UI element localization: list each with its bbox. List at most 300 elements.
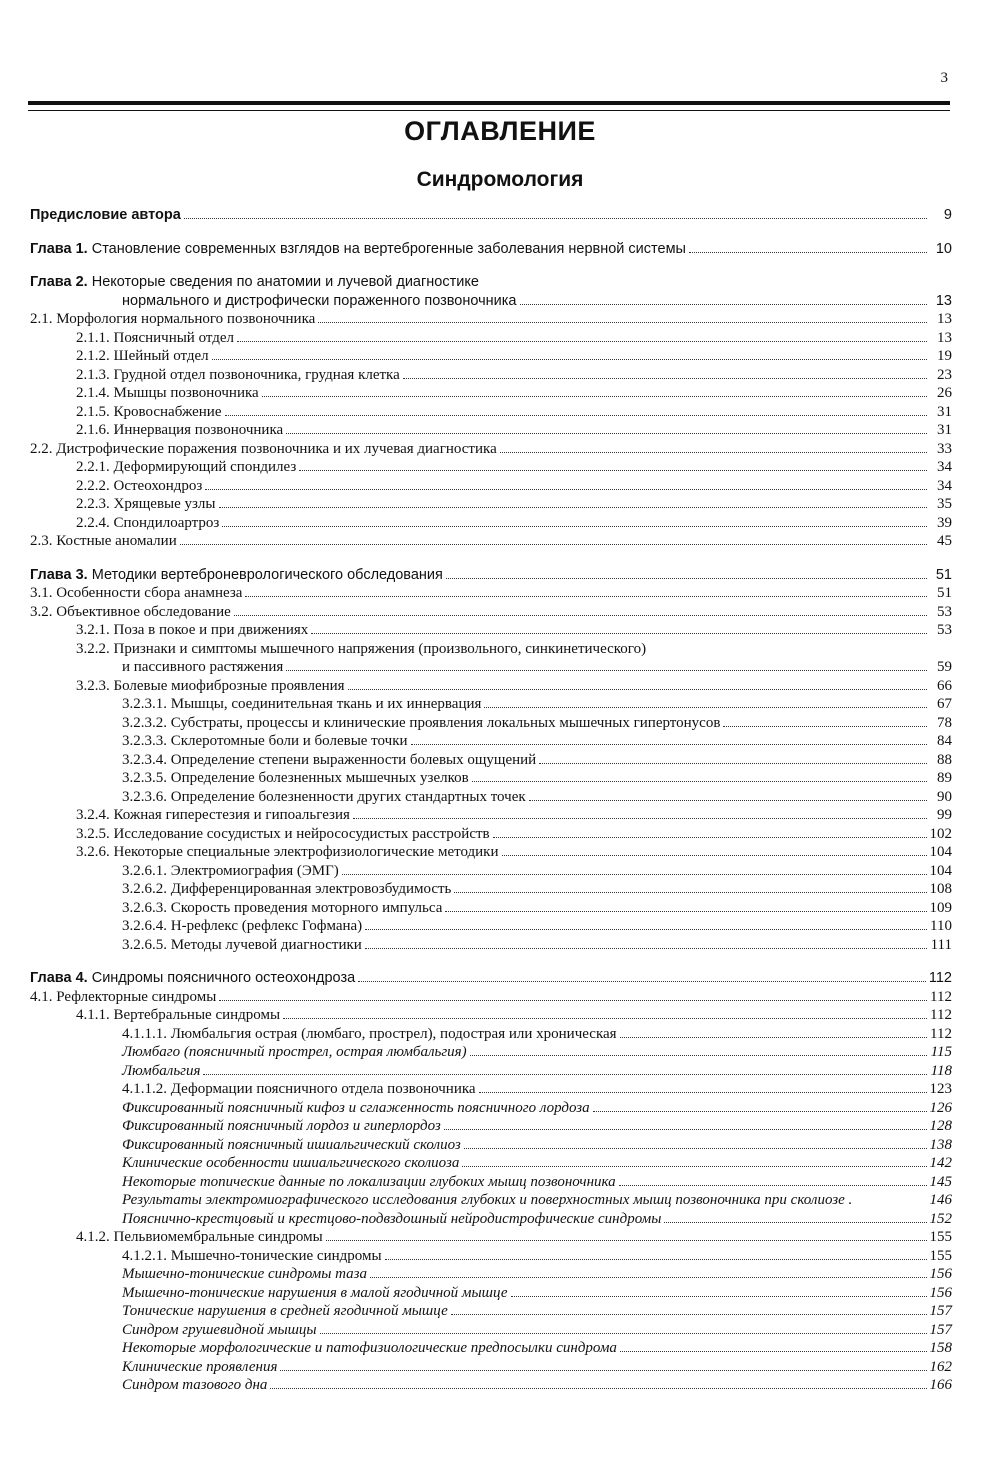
toc-entry-text: 4.1.1.1. Люмбальгия острая (люмбаго, прострел), подострая или хроническая <box>122 1025 617 1042</box>
toc-entry[interactable] <box>30 621 952 640</box>
toc-page-number: 112 <box>928 970 952 986</box>
toc-entry-title <box>76 347 209 366</box>
toc-leader-dots <box>203 1074 927 1075</box>
toc-entry-text: и пассивного растяжения <box>122 659 284 675</box>
toc-entry-title <box>76 806 350 825</box>
toc-entry-text: Синдром тазового дна <box>122 1377 268 1393</box>
toc-entry[interactable] <box>30 1136 952 1155</box>
toc-entry-title <box>30 988 216 1007</box>
toc-page-number: 53 <box>937 622 952 638</box>
toc-entry-text: 3.2.6.1. Электромиография (ЭМГ) <box>122 862 339 879</box>
toc-entry[interactable] <box>30 1339 952 1358</box>
toc-leader-dots <box>689 252 927 253</box>
toc-page-number: 138 <box>929 1136 952 1153</box>
toc-entry[interactable] <box>30 880 952 899</box>
toc-page-number: 51 <box>937 585 952 601</box>
toc-leader-dots <box>493 837 927 838</box>
toc-entry[interactable] <box>30 677 952 696</box>
page-title: ОГЛАВЛЕНИЕ <box>404 116 596 146</box>
toc-page-number: 142 <box>929 1155 952 1171</box>
toc-page-number: 145 <box>929 1173 952 1190</box>
toc-entry[interactable] <box>30 732 952 751</box>
toc-page-number: 10 <box>935 240 952 257</box>
toc-page-number: 166 <box>929 1377 952 1393</box>
toc-entry-title <box>122 1117 441 1136</box>
toc-page-number: 53 <box>937 603 952 620</box>
toc-leader-dots <box>511 1296 927 1297</box>
toc-entry[interactable] <box>30 1006 952 1025</box>
toc-entry-chapter-label: Глава 1. <box>30 240 88 257</box>
toc-entry-title <box>76 825 490 844</box>
toc-leader-dots <box>237 341 927 342</box>
toc-entry-text: Фиксированный поясничный ишиальгический сколиоз <box>122 1136 461 1153</box>
toc-page-number: 112 <box>930 1025 952 1042</box>
toc-spacer <box>30 551 952 566</box>
toc-page-number: 104 <box>929 862 952 879</box>
toc-entry-text: Некоторые морфологические и патофизиологические предпосылки синдрома <box>122 1340 617 1356</box>
toc-leader-dots <box>225 415 928 416</box>
toc-entry-text: нормального и дистрофически пораженного позвоночника <box>122 292 517 309</box>
toc-entry-title <box>76 477 202 496</box>
toc-entry[interactable] <box>30 1376 952 1395</box>
toc-entry[interactable] <box>30 1043 952 1062</box>
toc-entry[interactable] <box>30 969 952 988</box>
toc-leader-dots <box>454 892 926 893</box>
toc-entry[interactable] <box>30 769 952 788</box>
toc-leader-dots <box>299 470 927 471</box>
toc-entry-text: 4.1.2. Пельвиомембральные синдромы <box>76 1229 323 1245</box>
header-rule-thick <box>28 101 950 105</box>
toc-entry-title <box>30 273 479 292</box>
toc-leader-dots <box>370 1277 927 1278</box>
toc-entry-text: 3.2.6.2. Дифференцированная электровозбудимость <box>122 881 452 897</box>
toc-page-number: 99 <box>937 807 952 823</box>
toc-leader-dots <box>593 1111 927 1112</box>
toc-page-number: 146 <box>929 1192 952 1208</box>
toc-leader-dots <box>365 948 927 949</box>
toc-leader-dots <box>318 322 927 323</box>
toc-entry-text: Клинические проявления <box>122 1358 278 1375</box>
toc-page-number: 23 <box>937 366 952 383</box>
toc-entry-chapter-label: Предисловие автора <box>30 207 181 223</box>
toc-leader-dots <box>411 744 927 745</box>
toc-entry[interactable] <box>30 917 952 936</box>
toc-entry-title <box>122 1080 476 1099</box>
toc-entry-text: 3.2.5. Исследование сосудистых и нейрососудистых расстройств <box>76 825 490 842</box>
toc-entry-text: 3.2.3. Болевые миофиброзные проявления <box>76 677 345 694</box>
toc-leader-dots <box>286 670 927 671</box>
toc-page-number: 156 <box>929 1266 952 1282</box>
toc-page-number: 112 <box>930 988 952 1005</box>
toc-entry[interactable] <box>30 714 952 733</box>
toc-entry-text: Люмбаго (поясничный прострел, острая люмбальгия) <box>122 1044 467 1060</box>
toc-entry-text: 3.2.3.1. Мышцы, соединительная ткань и их иннервация <box>122 696 482 712</box>
toc-entry[interactable] <box>30 1191 952 1210</box>
toc-entry[interactable] <box>30 603 952 622</box>
toc-entry[interactable] <box>30 843 952 862</box>
toc-entry[interactable] <box>30 1265 952 1284</box>
toc-entry[interactable] <box>30 988 952 1007</box>
toc-leader-dots <box>445 911 926 912</box>
toc-entry-text: Некоторые сведения по анатомии и лучевой диагностике <box>87 274 479 290</box>
toc-entry-text: 2.1.4. Мышцы позвоночника <box>76 385 259 401</box>
toc-leader-dots <box>222 526 927 527</box>
toc-leader-dots <box>219 507 928 508</box>
toc-entry-text: 3.1. Особенности сбора анамнеза <box>30 585 243 601</box>
page-number: 3 <box>940 70 948 86</box>
toc-entry-text: Результаты электромиографического исследования глубоких и поверхностных мышц позвоночника при сколиозе . <box>122 1192 853 1208</box>
toc-page-number: 9 <box>943 207 952 223</box>
toc-entry[interactable] <box>30 384 952 403</box>
toc-page-number: 102 <box>929 825 952 842</box>
toc-entry-title <box>122 1358 277 1377</box>
toc-entry[interactable] <box>30 206 952 225</box>
toc-page-number: 59 <box>937 659 952 675</box>
toc-entry-title <box>122 1376 267 1395</box>
toc-leader-dots <box>500 452 927 453</box>
toc-entry-title <box>122 1302 448 1321</box>
toc-leader-dots <box>464 1148 927 1149</box>
toc-entry[interactable] <box>30 403 952 422</box>
toc-page-number: 118 <box>930 1062 952 1079</box>
toc-entry[interactable] <box>30 1321 952 1340</box>
toc-entry[interactable] <box>30 1173 952 1192</box>
toc-page-number: 110 <box>930 918 952 934</box>
toc-entry[interactable] <box>30 566 952 585</box>
toc-leader-dots <box>353 818 927 819</box>
toc-entry[interactable] <box>30 1117 952 1136</box>
toc-page-number: 35 <box>937 496 952 512</box>
toc-page-number: 45 <box>937 533 952 549</box>
toc-entry[interactable] <box>30 1247 952 1266</box>
toc-entry[interactable] <box>30 1080 952 1099</box>
toc-entry-text: 3.2.3.6. Определение болезненности других стандартных точек <box>122 788 526 805</box>
toc-entry-title <box>122 1173 616 1192</box>
toc-page-number: 89 <box>937 770 952 786</box>
toc-entry-title <box>30 566 443 585</box>
toc-entry-title <box>76 621 308 640</box>
toc-entry-text: 3.2.3.2. Субстраты, процессы и клинические проявления локальных мышечных гипертонусов <box>122 714 721 731</box>
toc-page-number: 115 <box>930 1044 952 1060</box>
toc-leader-dots <box>484 707 927 708</box>
toc-entry-text: 4.1.1.2. Деформации поясничного отдела позвоночника <box>122 1081 476 1097</box>
toc-entry-title <box>76 329 234 348</box>
toc-entry[interactable] <box>30 899 952 918</box>
toc-entry[interactable] <box>30 1154 952 1173</box>
toc-entry[interactable] <box>30 240 952 259</box>
toc-page-number: 51 <box>935 566 952 583</box>
toc-entry[interactable] <box>30 366 952 385</box>
toc-entry-title <box>76 421 283 440</box>
toc-page-number: 13 <box>937 311 952 327</box>
toc-page-number: 162 <box>929 1358 952 1375</box>
toc-entry[interactable] <box>30 862 952 881</box>
toc-entry-title <box>122 1265 367 1284</box>
toc-entry-title <box>122 658 283 677</box>
toc-leader-dots <box>184 218 927 219</box>
toc-entry-text: Тонические нарушения в средней ягодичной мышце <box>122 1303 448 1319</box>
toc-entry-text: 4.1.2.1. Мышечно-тонические синдромы <box>122 1247 382 1264</box>
toc-page-number: 67 <box>937 696 952 712</box>
toc-leader-dots <box>283 1018 927 1019</box>
toc-spacer <box>30 225 952 240</box>
toc-entry-title <box>76 1006 280 1025</box>
toc-entry-text: Методики вертеброневрологического обследования <box>87 566 443 583</box>
toc-page-number: 104 <box>929 844 952 860</box>
toc-page-number: 13 <box>937 329 952 346</box>
toc-entry-text: 3.2. Объективное обследование <box>30 603 231 620</box>
toc-page-number: 152 <box>929 1210 952 1227</box>
toc-leader-dots <box>358 981 926 982</box>
toc-entry-text: 3.2.4. Кожная гиперестезия и гипоальгезия <box>76 807 350 823</box>
toc-entry[interactable] <box>30 695 952 714</box>
toc-page-number: 157 <box>929 1321 952 1338</box>
toc-entry-text: 4.1. Рефлекторные синдромы <box>30 988 217 1005</box>
toc-entry-text: Становление современных взглядов на вертеброгенные заболевания нервной системы <box>87 240 686 257</box>
toc-entry[interactable] <box>30 514 952 533</box>
toc-page-number: 158 <box>929 1340 952 1356</box>
toc-entry-title <box>122 1210 661 1229</box>
toc-entry-text: 2.2.4. Спондилоартроз <box>76 514 220 531</box>
toc-entry-text: 2.2. Дистрофические поражения позвоночника и их лучевая диагностика <box>30 440 497 457</box>
toc-leader-dots <box>219 1000 927 1001</box>
toc-entry-chapter-label: Глава 4. <box>30 970 88 986</box>
toc-entry-title <box>122 788 526 807</box>
toc-entry[interactable] <box>30 1284 952 1303</box>
toc-leader-dots <box>180 544 927 545</box>
toc-page-number: 13 <box>935 292 952 309</box>
toc-leader-dots <box>205 489 927 490</box>
toc-leader-dots <box>520 304 928 305</box>
toc-entry-text: 2.3. Костные аномалии <box>30 533 177 549</box>
toc-leader-dots <box>451 1314 927 1315</box>
toc-entry[interactable] <box>30 640 952 659</box>
toc-page-number: 155 <box>929 1229 952 1245</box>
toc-entry-chapter-label: Глава 2. <box>30 274 88 290</box>
toc-leader-dots <box>723 726 927 727</box>
toc-page-number: 128 <box>929 1118 952 1134</box>
toc-entry-text: 3.2.6. Некоторые специальные электрофизиологические методики <box>76 844 499 860</box>
toc-leader-dots <box>470 1055 927 1056</box>
toc-entry-text: 2.1.6. Иннервация позвоночника <box>76 422 284 438</box>
toc-page-number: 123 <box>929 1081 952 1097</box>
toc-leader-dots <box>619 1185 927 1186</box>
toc-page-number: 26 <box>937 385 952 401</box>
toc-entry[interactable] <box>30 1099 952 1118</box>
toc-entry-text: 3.2.3.4. Определение степени выраженности болевых ощущений <box>122 751 537 768</box>
header-rule-thin <box>28 110 950 111</box>
toc-entry[interactable] <box>30 936 952 955</box>
toc-leader-dots <box>479 1092 927 1093</box>
toc-entry-text: 3.2.3.3. Склеротомные боли и болевые точки <box>122 733 408 749</box>
toc-page-number: 34 <box>937 459 952 475</box>
toc-entry-title <box>30 969 355 988</box>
toc-entry-text: 2.2.3. Хрящевые узлы <box>76 496 216 512</box>
toc-leader-dots <box>539 763 927 764</box>
toc-page-number: 90 <box>937 788 952 805</box>
toc-entry-title <box>122 1247 382 1266</box>
toc-entry-title <box>122 1136 461 1155</box>
toc-entry-title <box>30 603 231 622</box>
toc-leader-dots <box>311 633 927 634</box>
toc-entry-title <box>122 917 362 936</box>
toc-page-number: 19 <box>937 348 952 364</box>
toc-entry-title <box>30 440 497 459</box>
toc-entry[interactable] <box>30 292 952 311</box>
toc-entry-title <box>122 732 408 751</box>
toc-entry-text: 2.1. Морфология нормального позвоночника <box>30 311 316 327</box>
toc-page-number: 157 <box>929 1303 952 1319</box>
toc-entry-title <box>122 936 362 955</box>
toc-entry[interactable] <box>30 788 952 807</box>
toc-leader-dots <box>462 1166 926 1167</box>
toc-entry[interactable] <box>30 1228 952 1247</box>
toc-entry-text: 2.1.3. Грудной отдел позвоночника, грудная клетка <box>76 366 400 383</box>
toc-entry-title <box>76 1228 323 1247</box>
toc-leader-dots <box>620 1037 927 1038</box>
toc-entry[interactable] <box>30 310 952 329</box>
toc-entry-title <box>30 584 242 603</box>
toc-entry[interactable] <box>30 1025 952 1044</box>
toc-entry-text: Синдром грушевидной мышцы <box>122 1321 317 1338</box>
toc-leader-dots <box>342 874 927 875</box>
toc-entry-title <box>30 240 686 259</box>
toc-leader-dots <box>245 596 927 597</box>
toc-page-number: 156 <box>929 1284 952 1301</box>
toc-entry[interactable] <box>30 273 952 292</box>
toc-entry[interactable] <box>30 329 952 348</box>
toc-entry-text: Пояснично-крестцовый и крестцово-подвздошный нейродистрофические синдромы <box>122 1210 662 1227</box>
toc-entry[interactable] <box>30 1358 952 1377</box>
toc-entry-title <box>122 292 517 311</box>
toc-entry-title <box>76 843 499 862</box>
toc-entry[interactable] <box>30 495 952 514</box>
toc-leader-dots <box>262 396 927 397</box>
table-of-contents <box>30 206 952 1395</box>
toc-leader-dots <box>403 378 927 379</box>
toc-page-number: 33 <box>937 440 952 457</box>
toc-entry[interactable] <box>30 751 952 770</box>
toc-leader-dots <box>326 1240 927 1241</box>
toc-page-number: 155 <box>929 1247 952 1264</box>
toc-page-number: 66 <box>937 677 952 694</box>
toc-leader-dots <box>212 359 927 360</box>
toc-entry-text: 2.1.5. Кровоснабжение <box>76 403 222 420</box>
toc-leader-dots <box>365 929 927 930</box>
toc-entry-title <box>76 677 345 696</box>
toc-page-number: 31 <box>937 422 952 438</box>
toc-entry-title <box>122 1062 200 1081</box>
toc-entry-text: 2.1.1. Поясничный отдел <box>76 329 235 346</box>
toc-page-number: 108 <box>929 881 952 897</box>
toc-entry-title <box>30 206 181 225</box>
toc-entry-title <box>76 514 219 533</box>
toc-page-number: 126 <box>929 1099 952 1116</box>
toc-entry-text: 2.1.2. Шейный отдел <box>76 348 209 364</box>
toc-entry-text: Синдромы поясничного остеохондроза <box>87 970 356 986</box>
toc-entry-title <box>122 1284 508 1303</box>
toc-entry-title <box>76 458 296 477</box>
toc-entry-title <box>122 862 339 881</box>
toc-entry-text: 3.2.2. Признаки и симптомы мышечного напряжения (произвольного, синкинетического) <box>76 640 647 657</box>
toc-leader-dots <box>444 1129 927 1130</box>
toc-spacer <box>30 258 952 273</box>
toc-entry-title <box>76 640 646 659</box>
toc-leader-dots <box>529 800 927 801</box>
toc-leader-dots <box>502 855 927 856</box>
toc-entry-title <box>30 532 177 551</box>
toc-entry-text: Клинические особенности ишиальгического сколиоза <box>122 1155 460 1171</box>
toc-entry-text: Мышечно-тонические синдромы таза <box>122 1266 367 1282</box>
toc-entry[interactable] <box>30 532 952 551</box>
toc-entry[interactable] <box>30 806 952 825</box>
toc-page-number: 39 <box>937 514 952 531</box>
toc-entry-text: 2.2.2. Остеохондроз <box>76 477 203 494</box>
toc-entry[interactable] <box>30 347 952 366</box>
toc-entry-text: Фиксированный поясничный лордоз и гиперлордоз <box>122 1118 441 1134</box>
toc-entry-title <box>122 1154 459 1173</box>
toc-entry-title <box>122 1339 617 1358</box>
toc-page-number: 31 <box>937 403 952 420</box>
toc-entry-title <box>122 695 481 714</box>
toc-entry[interactable] <box>30 658 952 677</box>
toc-entry-chapter-label: Глава 3. <box>30 566 88 583</box>
toc-entry-title <box>122 1025 617 1044</box>
toc-entry-text: Фиксированный поясничный кифоз и сглаженность поясничного лордоза <box>122 1099 590 1116</box>
toc-entry[interactable] <box>30 421 952 440</box>
toc-leader-dots <box>385 1259 927 1260</box>
toc-leader-dots <box>286 433 927 434</box>
toc-entry-text: 3.2.6.5. Методы лучевой диагностики <box>122 936 362 953</box>
toc-entry[interactable] <box>30 477 952 496</box>
toc-entry[interactable] <box>30 440 952 459</box>
toc-entry[interactable] <box>30 1210 952 1229</box>
toc-entry-title <box>76 366 400 385</box>
toc-page-number: 84 <box>937 733 952 749</box>
toc-entry-text: 2.2.1. Деформирующий спондилез <box>76 459 297 475</box>
toc-entry-title <box>76 403 222 422</box>
toc-page-number: 112 <box>930 1007 952 1023</box>
toc-entry-title <box>122 714 720 733</box>
toc-leader-dots <box>620 1351 927 1352</box>
toc-entry-title <box>122 1099 590 1118</box>
toc-entry[interactable] <box>30 1062 952 1081</box>
toc-entry-title <box>122 1321 317 1340</box>
toc-entry-title <box>122 751 536 770</box>
toc-entry-title <box>122 1043 467 1062</box>
toc-page-number: 34 <box>937 477 952 494</box>
toc-leader-dots <box>270 1388 926 1389</box>
toc-leader-dots <box>446 578 927 579</box>
toc-leader-dots <box>664 1222 926 1223</box>
toc-entry[interactable] <box>30 825 952 844</box>
toc-leader-dots <box>320 1333 927 1334</box>
toc-leader-dots <box>472 781 927 782</box>
toc-entry-text: Некоторые топические данные по локализации глубоких мышц позвоночника <box>122 1173 616 1190</box>
toc-page-number: 111 <box>930 936 952 953</box>
toc-entry-text: Люмбальгия <box>122 1062 201 1079</box>
toc-entry[interactable] <box>30 1302 952 1321</box>
toc-entry[interactable] <box>30 458 952 477</box>
toc-entry-title <box>122 769 469 788</box>
toc-entry-text: 3.2.1. Поза в покое и при движениях <box>76 622 309 638</box>
toc-entry-text: 3.2.6.3. Скорость проведения моторного импульса <box>122 899 443 916</box>
toc-entry[interactable] <box>30 584 952 603</box>
toc-entry-text: 3.2.6.4. Н-рефлекс (рефлекс Гофмана) <box>122 918 363 934</box>
toc-page-number: 109 <box>929 899 952 916</box>
toc-leader-dots <box>234 615 927 616</box>
toc-page-number: 88 <box>937 751 952 768</box>
